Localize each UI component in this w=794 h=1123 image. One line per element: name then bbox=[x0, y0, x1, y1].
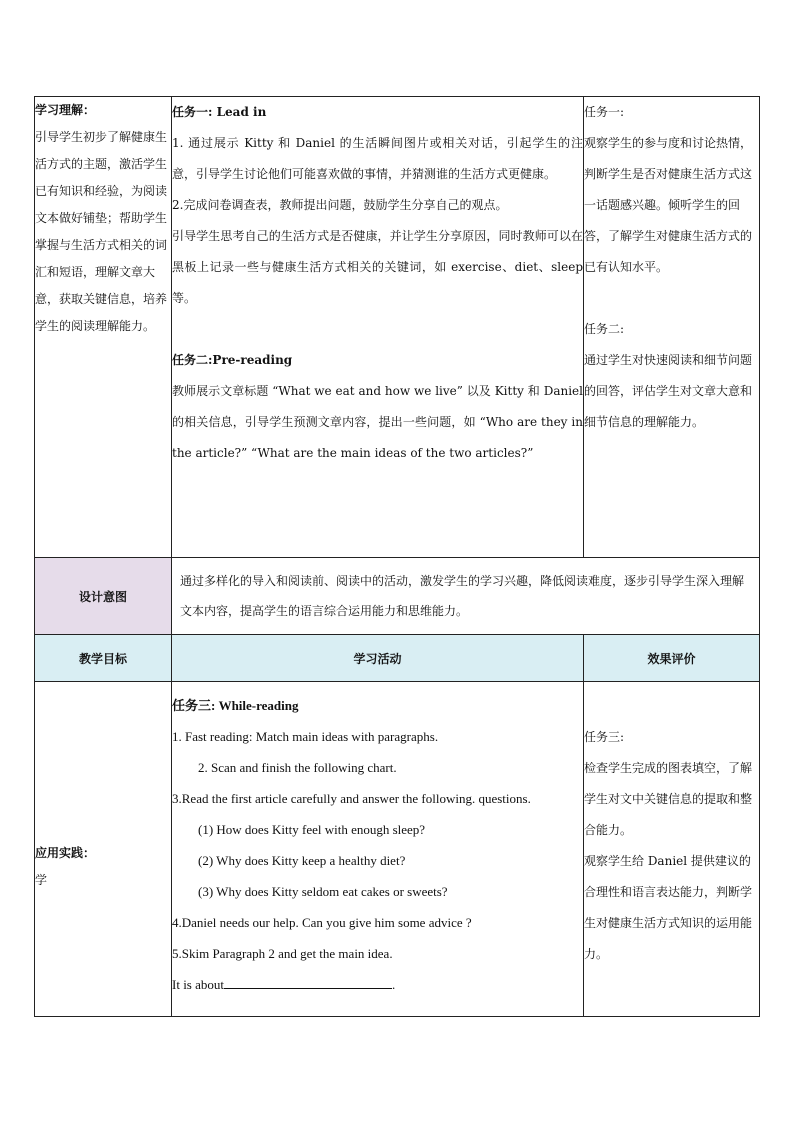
answer-blank-line bbox=[224, 974, 392, 989]
task1-paragraph-1: 1. 通过展示 Kitty 和 Daniel 的生活瞬间图片或相关对话，引起学生的注意，引导学生讨论他们可能喜欢做的事情，并猜测谁的生活方式更健康。 bbox=[172, 136, 583, 181]
header-teaching-goal: 教学目标 bbox=[35, 635, 172, 682]
eval3-paragraph-2: 观察学生给 Daniel 提供建议的合理性和语言表达能力，判断学生对健康生活方式知识的运用能力。 bbox=[584, 854, 753, 961]
task1-paragraph-2: 2.完成问卷调查表，教师提出问题，鼓励学生分享自己的观点。 bbox=[172, 198, 508, 212]
activity-cell-2 bbox=[172, 682, 584, 1017]
design-intent-label: 设计意图 bbox=[35, 558, 172, 635]
eval3-title: 任务三: bbox=[584, 730, 625, 744]
task3-item-3: 3.Read the first article carefully and answer the following. questions. bbox=[172, 791, 531, 806]
evaluation-cell-1 bbox=[584, 97, 760, 558]
task3-item-2: 2. Scan and finish the following chart. bbox=[198, 760, 397, 775]
task3-question-2: (2) Why does Kitty keep a healthy diet? bbox=[198, 853, 406, 868]
task3-title: 任务三: While-reading bbox=[172, 698, 299, 713]
eval2-title: 任务二: bbox=[584, 322, 625, 336]
task3-question-3: (3) Why does Kitty seldom eat cakes or sweets? bbox=[198, 884, 448, 899]
task3-question-1: (1) How does Kitty feel with enough sleep? bbox=[198, 822, 426, 837]
goal-cell-application bbox=[35, 682, 172, 1017]
task3-item-6-line: It is about . bbox=[172, 969, 583, 1000]
eval1-title: 任务一: bbox=[584, 105, 625, 119]
spacer bbox=[172, 314, 583, 345]
row-learning-understanding bbox=[35, 97, 760, 558]
eval1-text: 观察学生的参与度和讨论热情，判断学生是否对健康生活方式这一话题感兴趣。倾听学生的回答，了解学生对健康生活方式的已有认知水平。 bbox=[584, 136, 753, 274]
header-effect-evaluation: 效果评价 bbox=[584, 635, 760, 682]
goal-title-application: 应用实践： bbox=[35, 846, 96, 860]
goal-text-understanding: 引导学生初步了解健康生活方式的主题，激活学生已有知识和经验，为阅读文本做好铺垫；帮助学生掌握与生活方式相关的词汇和短语，理解文章大意，获取关键信息，培养学生的阅读理解能力。 bbox=[35, 130, 168, 333]
task1-paragraph-3: 引导学生思考自己的生活方式是否健康，并让学生分享原因，同时教师可以在黑板上记录一些与健康生活方式相关的关键词，如 exercise、diet、sleep 等。 bbox=[172, 229, 583, 305]
table-header-row bbox=[35, 635, 760, 682]
eval2-text: 通过学生对快速阅读和细节问题的回答，评估学生对文章大意和细节信息的理解能力。 bbox=[584, 353, 753, 429]
row-design-intent bbox=[35, 558, 760, 635]
design-intent-text: 通过多样化的导入和阅读前、阅读中的活动，激发学生的学习兴趣，降低阅读难度，逐步引导学生深入理解文本内容，提高学生的语言综合运用能力和思维能力。 bbox=[172, 558, 760, 635]
task2-paragraph-1: 教师展示文章标题 “What we eat and how we live” 以及 Kitty 和 Daniel 的相关信息，引导学生预测文章内容，提出一些问题，如 “Who are they in the article?” “What are the main ideas of the two articles?” bbox=[172, 384, 583, 460]
goal-text-application: 学 bbox=[35, 873, 48, 887]
evaluation-cell-2 bbox=[584, 682, 760, 1017]
task3-item-6: It is about bbox=[172, 977, 224, 992]
goal-title-understanding: 学习理解： bbox=[35, 103, 96, 117]
lesson-plan-table bbox=[34, 96, 760, 1017]
spacer bbox=[584, 283, 759, 314]
eval3-paragraph-1: 检查学生完成的图表填空，了解学生对文中关键信息的提取和整合能力。 bbox=[584, 761, 753, 837]
activity-cell-1 bbox=[172, 97, 584, 558]
row-application-practice bbox=[35, 682, 760, 1017]
task2-title: 任务二:Pre-reading bbox=[172, 353, 293, 367]
task3-item-5: 5.Skim Paragraph 2 and get the main idea. bbox=[172, 946, 393, 961]
header-learning-activity: 学习活动 bbox=[172, 635, 584, 682]
task3-item-1: 1. Fast reading: Match main ideas with paragraphs. bbox=[172, 729, 439, 744]
goal-cell-understanding bbox=[35, 97, 172, 558]
task1-title: 任务一: Lead in bbox=[172, 105, 267, 119]
task3-item-4: 4.Daniel needs our help. Can you give him some advice ? bbox=[172, 915, 472, 930]
